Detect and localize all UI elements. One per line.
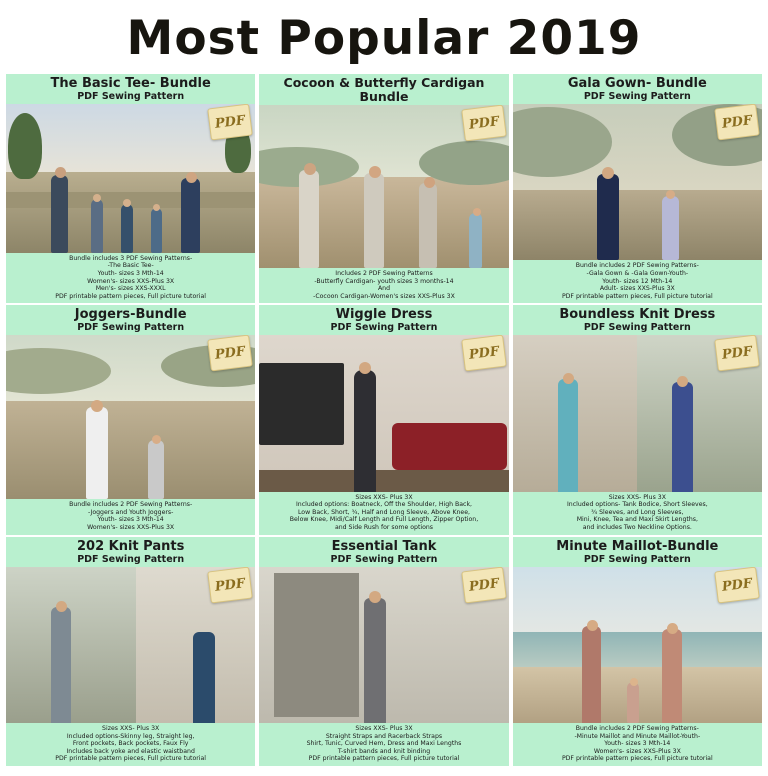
footer-line: Included options-Skinny leg, Straight leg, [66,732,195,740]
pattern-card[interactable] [259,74,508,303]
pattern-card[interactable] [259,305,508,534]
person-adult [662,629,682,723]
collage-page [0,8,768,776]
pdf-badge-label: PDF [214,112,247,132]
footer-line: PDF printable pattern pieces, Full picture tutorial [561,755,713,763]
footer-line: -Minute Maillot and Minute Maillot-Youth- [574,732,701,740]
pdf-badge [208,335,254,371]
person-child [627,682,639,723]
person-front-view [51,607,71,723]
person-back-view [193,632,215,723]
footer-line: Sizes XXS- Plus 3X [608,493,666,501]
page-title: Most Popular 2019 [126,11,642,66]
pdf-badge [714,567,760,603]
footer-line: T-shirt bands and knit binding [337,747,431,755]
person-head [424,177,435,188]
person-head [123,199,131,207]
card-footer [6,253,255,304]
footer-line: PDF printable pattern pieces, Full picture tutorial [55,292,207,300]
card-subtitle: PDF Sewing Pattern [77,322,185,334]
footer-line: and includes Two Neckline Options. [582,524,692,532]
person-adult [582,626,601,723]
footer-line: PDF printable pattern pieces, Full picture tutorial [55,755,207,763]
card-subtitle: PDF Sewing Pattern [583,91,691,102]
footer-line: Youth- sizes 3 Mth-14 [97,269,164,277]
card-footer [6,723,255,766]
sofa [392,423,507,470]
footer-line: Bundle includes 2 PDF Sewing Patterns- [575,262,699,270]
pattern-card[interactable] [6,305,255,534]
pdf-badge-label: PDF [721,575,753,594]
pdf-badge [714,104,760,140]
pdf-badge-label: PDF [721,344,753,363]
footer-line: Bundle includes 2 PDF Sewing Patterns- [575,725,699,733]
person-head [563,373,574,384]
card-header [6,537,255,567]
water [513,632,762,666]
pdf-badge-label: PDF [721,112,753,132]
footer-line: Sizes XXS- Plus 3X [355,725,413,733]
footer-line: Men's- sizes XXS-XXXL [95,285,166,293]
footer-line: Sizes XXS- Plus 3X [355,493,413,501]
card-footer [259,723,508,766]
person-adult [672,382,693,491]
person-child [91,199,103,253]
pdf-badge-label: PDF [214,575,247,594]
pdf-badge [208,567,254,603]
floor [259,470,508,492]
card-footer [513,723,762,766]
pdf-badge [208,104,254,140]
card-subtitle: PDF Sewing Pattern [583,553,691,565]
card-title: 202 Knit Pants [76,538,185,554]
person-adult [364,598,386,723]
card-title: Wiggle Dress [335,307,433,323]
card-photo [259,567,508,723]
pattern-card[interactable] [513,305,762,534]
footer-line: -Joggers and Youth Joggers- [87,508,174,516]
card-header [513,74,762,104]
person-adult [299,170,319,268]
pattern-card[interactable] [6,74,255,303]
card-header [259,74,508,105]
tree [8,113,42,179]
footer-line: Includes 2 PDF Sewing Patterns [335,269,433,277]
card-title: Joggers-Bundle [74,307,187,323]
card-subtitle: PDF Sewing Pattern [77,91,185,102]
footer-line: Shirt, Tunic, Curved Hem, Dress and Maxi Lengths [306,740,462,748]
pdf-badge [461,105,507,141]
card-header [513,305,762,335]
footer-line: PDF printable pattern pieces, Full picture tutorial [561,292,713,300]
person-adult [51,175,68,252]
footer-line: Includes back yoke and elastic waistband [66,747,195,755]
footer-line: -Butterfly Cardigan- youth sizes 3 months-14 [314,277,454,285]
footer-line: Youth- sizes 12 Mth-14 [602,277,673,285]
footer-line: Front pockets, Back pockets, Faux Fly [72,740,189,748]
pdf-badge-label: PDF [467,113,500,133]
card-photo [513,567,762,723]
footer-line: Included options: Boatneck, Off the Shoulder, High Back, [295,501,473,509]
person-head [152,435,161,444]
card-title: Essential Tank [331,538,437,554]
footer-line: Youth- sizes 3 Mth-14 [97,516,164,524]
pattern-grid [0,74,768,766]
footer-line: PDF printable pattern pieces, Full picture tutorial [308,755,460,763]
pdf-badge-label: PDF [467,575,500,594]
door [274,573,359,717]
footer-line: Included options- Tank Bodice, Short Sleeves, [566,501,708,509]
card-subtitle: PDF Sewing Pattern [330,322,438,334]
footer-line: Straight Straps and Racerback Straps [325,732,443,740]
person-adult [86,407,108,499]
pdf-badge-label: PDF [467,344,500,363]
card-footer [259,268,508,303]
footer-line: Sizes XXS- Plus 3X [102,725,160,733]
ground [513,190,762,260]
person-adult [354,370,376,492]
person-head [369,591,381,603]
footer-line: Youth- sizes 3 Mth-14 [604,740,671,748]
person-head [55,167,66,178]
footer-line: Women's- sizes XXS-Plus 3X [87,277,175,285]
pattern-card[interactable] [6,537,255,766]
person-child [148,440,164,499]
ground [6,401,255,499]
footer-line: and Side Rush for some options [334,524,434,532]
card-footer [259,492,508,535]
card-title: Boundless Knit Dress [559,307,716,323]
card-title: Gala Gown- Bundle [567,76,707,91]
person-child [151,208,162,253]
pdf-badge [714,335,760,371]
card-title: Cocoon & Butterfly Cardigan Bundle [283,75,485,104]
card-photo [259,105,508,268]
card-title: The Basic Tee- Bundle [50,76,211,91]
card-photo [6,335,255,499]
card-photo [6,567,255,723]
footer-line: Bundle includes 2 PDF Sewing Patterns- [69,501,193,509]
person-adult [558,379,578,492]
person-head [630,678,638,686]
card-photo [513,335,762,491]
pattern-card[interactable] [513,74,762,303]
footer-line: Mini, Knee, Tea and Maxi Skirt Lengths, [576,516,698,524]
footer-line: -The Basic Tee- [107,262,154,270]
piano [259,363,344,444]
card-header [259,305,508,335]
footer-line: Bundle includes 3 PDF Sewing Patterns- [69,254,193,262]
pdf-badge [461,335,507,371]
card-photo [513,104,762,260]
card-footer [513,260,762,303]
person-child [121,204,133,253]
person-adult [419,183,437,268]
card-header [259,537,508,567]
person-head [56,601,67,612]
footer-line: Women's- sizes XXS-Plus 3X [593,747,681,755]
footer-line: Low Back, Short, ¾, Half and Long Sleeve, Above Knee, [297,508,471,516]
card-photo [6,104,255,253]
footer-line: Below Knee, Midi/Calf Length and Full Length, Zipper Option, [289,516,479,524]
card-title: Minute Maillot-Bundle [556,538,719,554]
card-header [6,74,255,104]
card-header [6,305,255,335]
card-subtitle: PDF Sewing Pattern [583,322,691,334]
footer-line: -Cocoon Cardigan-Women's sizes XXS-Plus 3X [313,292,455,300]
footer-line: -Gala Gown & -Gala Gown-Youth- [586,269,689,277]
card-header [513,537,762,567]
pattern-card[interactable] [259,537,508,766]
footer-line: Women's- sizes XXS-Plus 3X [87,524,175,532]
card-footer [6,499,255,534]
pdf-badge [461,567,507,603]
card-footer [513,492,762,535]
pdf-badge-label: PDF [214,344,247,363]
person-head [473,208,481,216]
person-adult [364,173,384,268]
footer-line: Adult- sizes XXS-Plus 3X [599,285,675,293]
pattern-card[interactable] [513,537,762,766]
card-subtitle: PDF Sewing Pattern [77,553,185,565]
footer-line: And [377,285,391,293]
person-adult [181,178,200,252]
card-photo [259,335,508,491]
person-child [469,213,482,268]
footer-line: ¾ Sleeves, and Long Sleeves, [591,508,684,516]
card-subtitle: PDF Sewing Pattern [330,553,438,565]
person-head [186,172,197,183]
person-adult [597,174,619,260]
person-child [662,196,679,260]
